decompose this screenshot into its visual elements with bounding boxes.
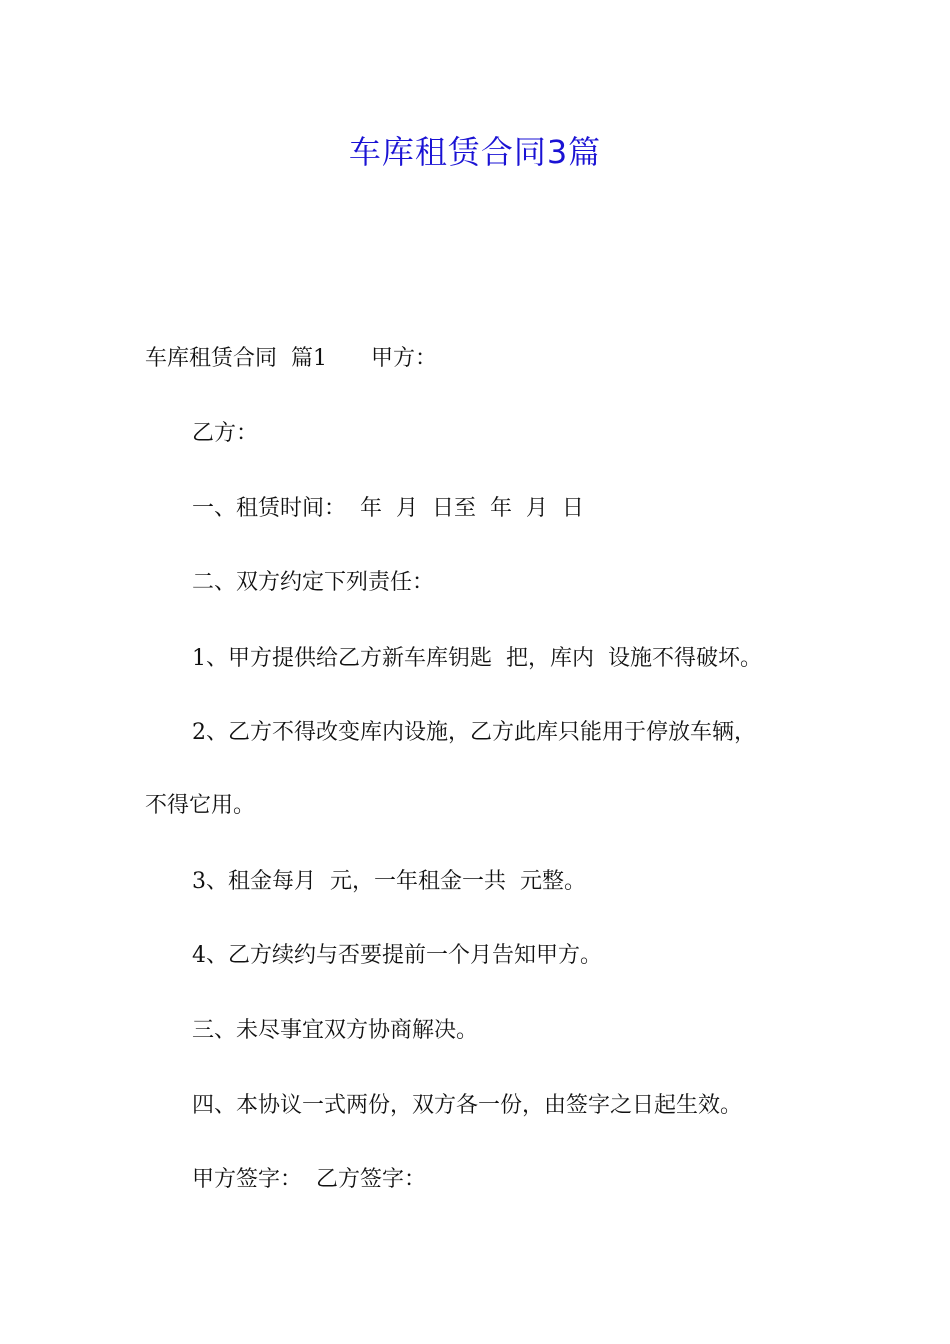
party-b-label: 乙方： [192, 421, 259, 446]
clause-lease-term: 一、租赁时间： 年 月 日至 年 月 日 [192, 496, 584, 521]
clause-item-2-continued: 不得它用。 [145, 793, 256, 818]
clause-item-1: 1、甲方提供给乙方新车库钥匙 把，库内 设施不得破坏。 [192, 646, 762, 671]
clause-item-4: 4、乙方续约与否要提前一个月告知甲方。 [192, 943, 602, 968]
section-heading-line [145, 344, 437, 374]
clause-copies: 四、本协议一式两份，双方各一份，由签字之日起生效。 [192, 1093, 743, 1118]
clause-unresolved-matters: 三、未尽事宜双方协商解决。 [192, 1018, 479, 1043]
section-heading: 车库租赁合同 篇1 [145, 346, 327, 371]
document-title: 车库租赁合同3篇 [348, 133, 602, 171]
clause-responsibilities: 二、双方约定下列责任： [192, 570, 435, 595]
clause-item-2: 2、乙方不得改变库内设施，乙方此库只能用于停放车辆， [192, 720, 756, 745]
clause-item-3: 3、租金每月 元，一年租金一共 元整。 [192, 869, 586, 894]
signature-line: 甲方签字： 乙方签字： [192, 1167, 426, 1192]
party-a-label: 甲方： [370, 346, 437, 371]
